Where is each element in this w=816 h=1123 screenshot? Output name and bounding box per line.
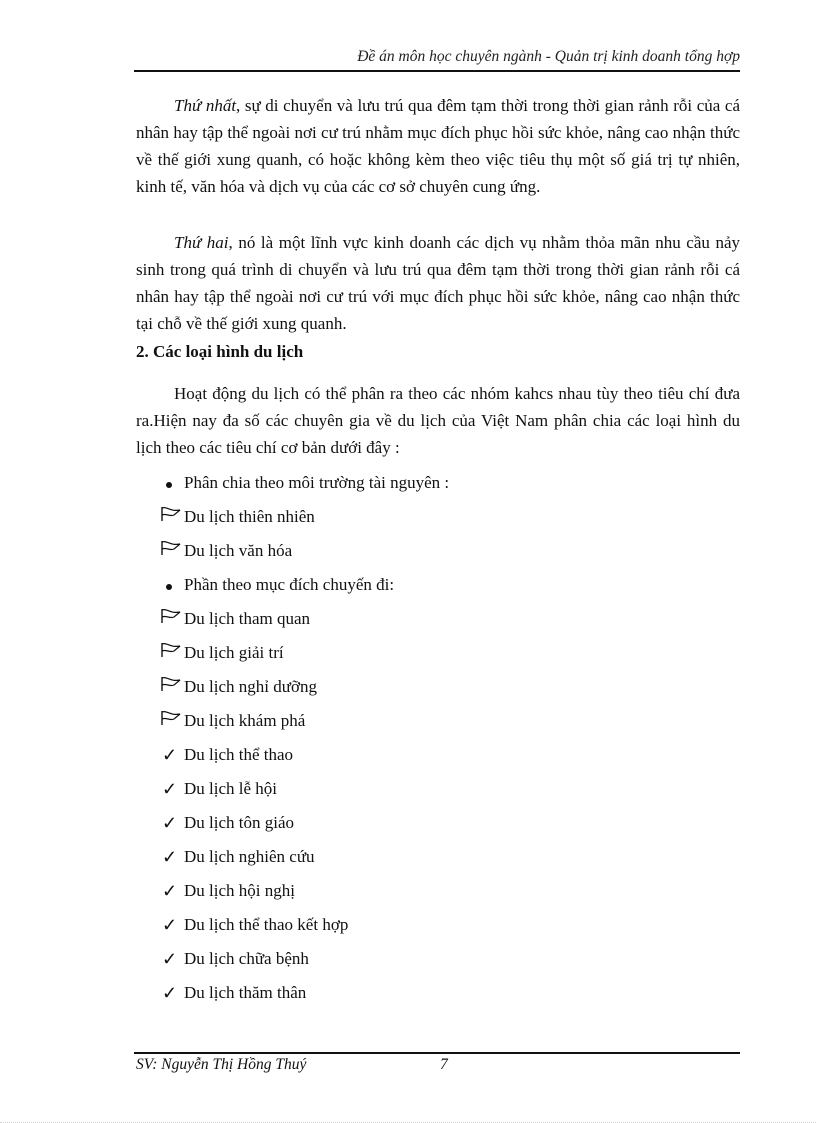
flag-icon [136,672,186,702]
list-item [136,500,740,534]
list-item-label: Phân chia theo môi trường tài nguyên : [184,473,450,492]
list-item [136,568,740,602]
checkmark-icon: ✓ [162,983,178,1003]
list-item-label: Du lịch tham quan [184,609,311,628]
page-number: 7 [440,1056,448,1073]
tourism-type-list [136,466,740,1010]
footer-divider [134,1052,740,1054]
list-item [136,636,740,670]
intro-text: Hoạt động du lịch có thể phân ra theo các nhóm kahcs nhau tùy theo tiêu chí đưa ra.Hiện nay đa số các chuyên gia về du lịch của Việt Nam phân chia các loại hình du lịch theo các tiêu chí cơ bản dưới đây : [136,384,740,457]
checkmark-icon: ✓ [162,745,178,765]
list-item-label: Du lịch khám phá [184,711,306,730]
list-item-label: Du lịch tôn giáo [184,813,295,832]
flag-icon [136,536,186,566]
list-item-label: Du lịch hội nghị [184,881,295,900]
flag-icon [136,502,186,532]
list-item [136,704,740,738]
checkmark-icon: ✓ [162,881,178,901]
paragraph-lead: Thứ nhất [174,96,237,115]
header-divider [134,70,740,72]
list-item-label: Du lịch chữa bệnh [184,949,309,968]
list-item [136,738,740,772]
bullet-icon [136,570,184,600]
paragraph-1 [136,92,740,200]
list-item [136,602,740,636]
paragraph-2 [136,229,740,337]
list-item-label: Du lịch văn hóa [184,541,293,560]
list-item-label: Du lịch lễ hội [184,779,278,798]
checkmark-icon: ✓ [162,847,178,867]
paragraph-lead: Thứ hai [174,233,229,252]
footer-author: SV: Nguyễn Thị Hồng Thuý [136,1056,307,1073]
flag-icon [136,604,186,634]
list-item [136,670,740,704]
list-item [136,840,740,874]
paragraph-text: , sự di chuyển và lưu trú qua đêm tạm thời trong thời gian rảnh rỗi của cá nhân hay tập thể ngoài nơi cư trú nhằm mục đích phục hồi sức khỏe, nâng cao nhận thức về thế giới xung quanh, có hoặc không kèm theo việc tiêu thụ một số giá trị tự nhiên, kinh tế, văn hóa và dịch vụ của các cơ sở chuyên cung ứng. [136,96,740,196]
checkmark-icon: ✓ [162,949,178,969]
list-item [136,908,740,942]
section-intro [136,380,740,461]
list-item-label: Du lịch thể thao [184,745,294,764]
list-item-label: Du lịch thăm thân [184,983,307,1002]
list-item-label: Du lịch nghiên cứu [184,847,315,866]
list-item [136,772,740,806]
list-item-label: Du lịch nghỉ dưỡng [184,677,317,696]
list-item-label: Du lịch thiên nhiên [184,507,315,526]
bullet-icon [136,468,184,498]
list-item [136,806,740,840]
page-header: Đề án môn học chuyên ngành - Quản trị kinh doanh tổng hợp [357,48,740,65]
list-item [136,976,740,1010]
list-item [136,874,740,908]
checkmark-icon: ✓ [162,915,178,935]
list-item [136,534,740,568]
list-item-label: Du lịch giải trí [184,643,284,662]
flag-icon [136,638,186,668]
checkmark-icon: ✓ [162,813,178,833]
paragraph-text: , nó là một lĩnh vực kinh doanh các dịch vụ nhằm thỏa mãn nhu cầu nảy sinh trong quá trình di chuyển và lưu trú qua đêm tạm thời trong thời gian rảnh rỗi cá nhân hay tập thể ngoài nơi cư trú với mục đích phục hồi sức khỏe, nâng cao nhận thức tại chỗ về thế giới xung quanh. [136,233,740,333]
list-item [136,466,740,500]
list-item [136,942,740,976]
section-heading: 2. Các loại hình du lịch [136,342,304,361]
list-item-label: Phần theo mục đích chuyến đi: [184,575,395,594]
list-item-label: Du lịch thể thao kết hợp [184,915,349,934]
checkmark-icon: ✓ [162,779,178,799]
flag-icon [136,706,186,736]
